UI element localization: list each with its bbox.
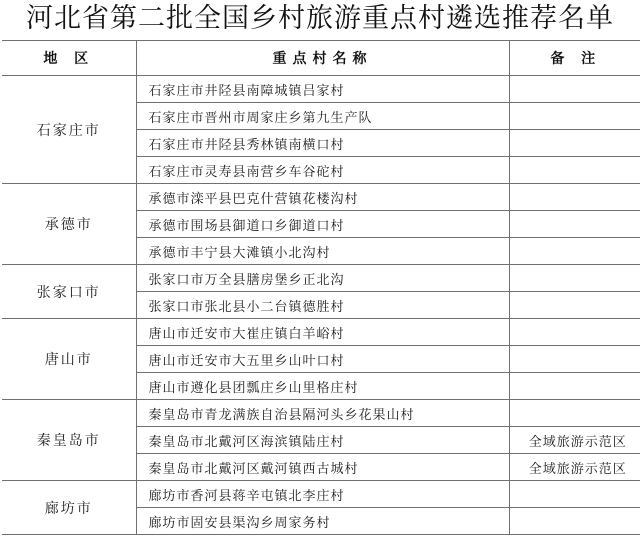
table-row — [2, 265, 640, 292]
header-remark: 备 注 — [509, 41, 640, 76]
remark-cell: 全域旅游示范区 — [509, 427, 640, 454]
remark-cell — [509, 184, 640, 211]
header-region: 地 区 — [2, 41, 136, 76]
table-row — [2, 319, 640, 346]
document-title: 河北省第二批全国乡村旅游重点村遴选推荐名单 — [26, 3, 614, 34]
village-name-cell: 唐山市遵化县团瓢庄乡山里格庄村 — [136, 373, 509, 400]
village-table — [2, 40, 640, 535]
region-cell: 唐山市 — [2, 319, 136, 400]
table-body — [2, 76, 640, 535]
region-cell: 承德市 — [2, 184, 136, 265]
village-name-cell: 承德市围场县御道口乡御道口村 — [136, 211, 509, 238]
table-row — [2, 76, 640, 103]
region-cell: 张家口市 — [2, 265, 136, 319]
remark-cell — [509, 130, 640, 157]
region-cell: 廊坊市 — [2, 481, 136, 535]
village-name-cell: 秦皇岛市青龙满族自治县隔河头乡花果山村 — [136, 400, 509, 427]
remark-cell — [509, 265, 640, 292]
village-name-cell: 石家庄市晋州市周家庄乡第九生产队 — [136, 103, 509, 130]
table-row — [2, 400, 640, 427]
village-name-cell: 秦皇岛市北戴河区海滨镇陆庄村 — [136, 427, 509, 454]
remark-cell — [509, 157, 640, 184]
remark-cell — [509, 238, 640, 265]
remark-cell — [509, 346, 640, 373]
village-name-cell: 廊坊市固安县渠沟乡周家务村 — [136, 508, 509, 535]
region-cell: 秦皇岛市 — [2, 400, 136, 481]
village-name-cell: 廊坊市香河县蒋辛屯镇北李庄村 — [136, 481, 509, 508]
village-name-cell: 石家庄市井陉县南障城镇吕家村 — [136, 76, 509, 103]
village-name-cell: 张家口市万全县膳房堡乡正北沟 — [136, 265, 509, 292]
remark-cell — [509, 211, 640, 238]
table-header-row — [2, 41, 640, 76]
village-name-cell: 承德市滦平县巴克什营镇花楼沟村 — [136, 184, 509, 211]
region-cell: 石家庄市 — [2, 76, 136, 184]
remark-cell — [509, 508, 640, 535]
remark-cell — [509, 400, 640, 427]
village-name-cell: 唐山市迁安市大五里乡山叶口村 — [136, 346, 509, 373]
remark-cell — [509, 373, 640, 400]
remark-cell — [509, 481, 640, 508]
village-name-cell: 承德市丰宁县大滩镇小北沟村 — [136, 238, 509, 265]
village-name-cell: 张家口市张北县小二台镇德胜村 — [136, 292, 509, 319]
table-row — [2, 481, 640, 508]
remark-cell — [509, 103, 640, 130]
village-name-cell: 唐山市迁安市大崔庄镇白羊峪村 — [136, 319, 509, 346]
remark-cell — [509, 76, 640, 103]
remark-cell — [509, 319, 640, 346]
village-name-cell: 秦皇岛市北戴河区戴河镇西古城村 — [136, 454, 509, 481]
village-name-cell: 石家庄市井陉县秀林镇南横口村 — [136, 130, 509, 157]
table-row — [2, 184, 640, 211]
village-name-cell: 石家庄市灵寿县南营乡车谷砣村 — [136, 157, 509, 184]
header-village: 重点村名称 — [136, 41, 509, 76]
remark-cell — [509, 292, 640, 319]
remark-cell: 全域旅游示范区 — [509, 454, 640, 481]
